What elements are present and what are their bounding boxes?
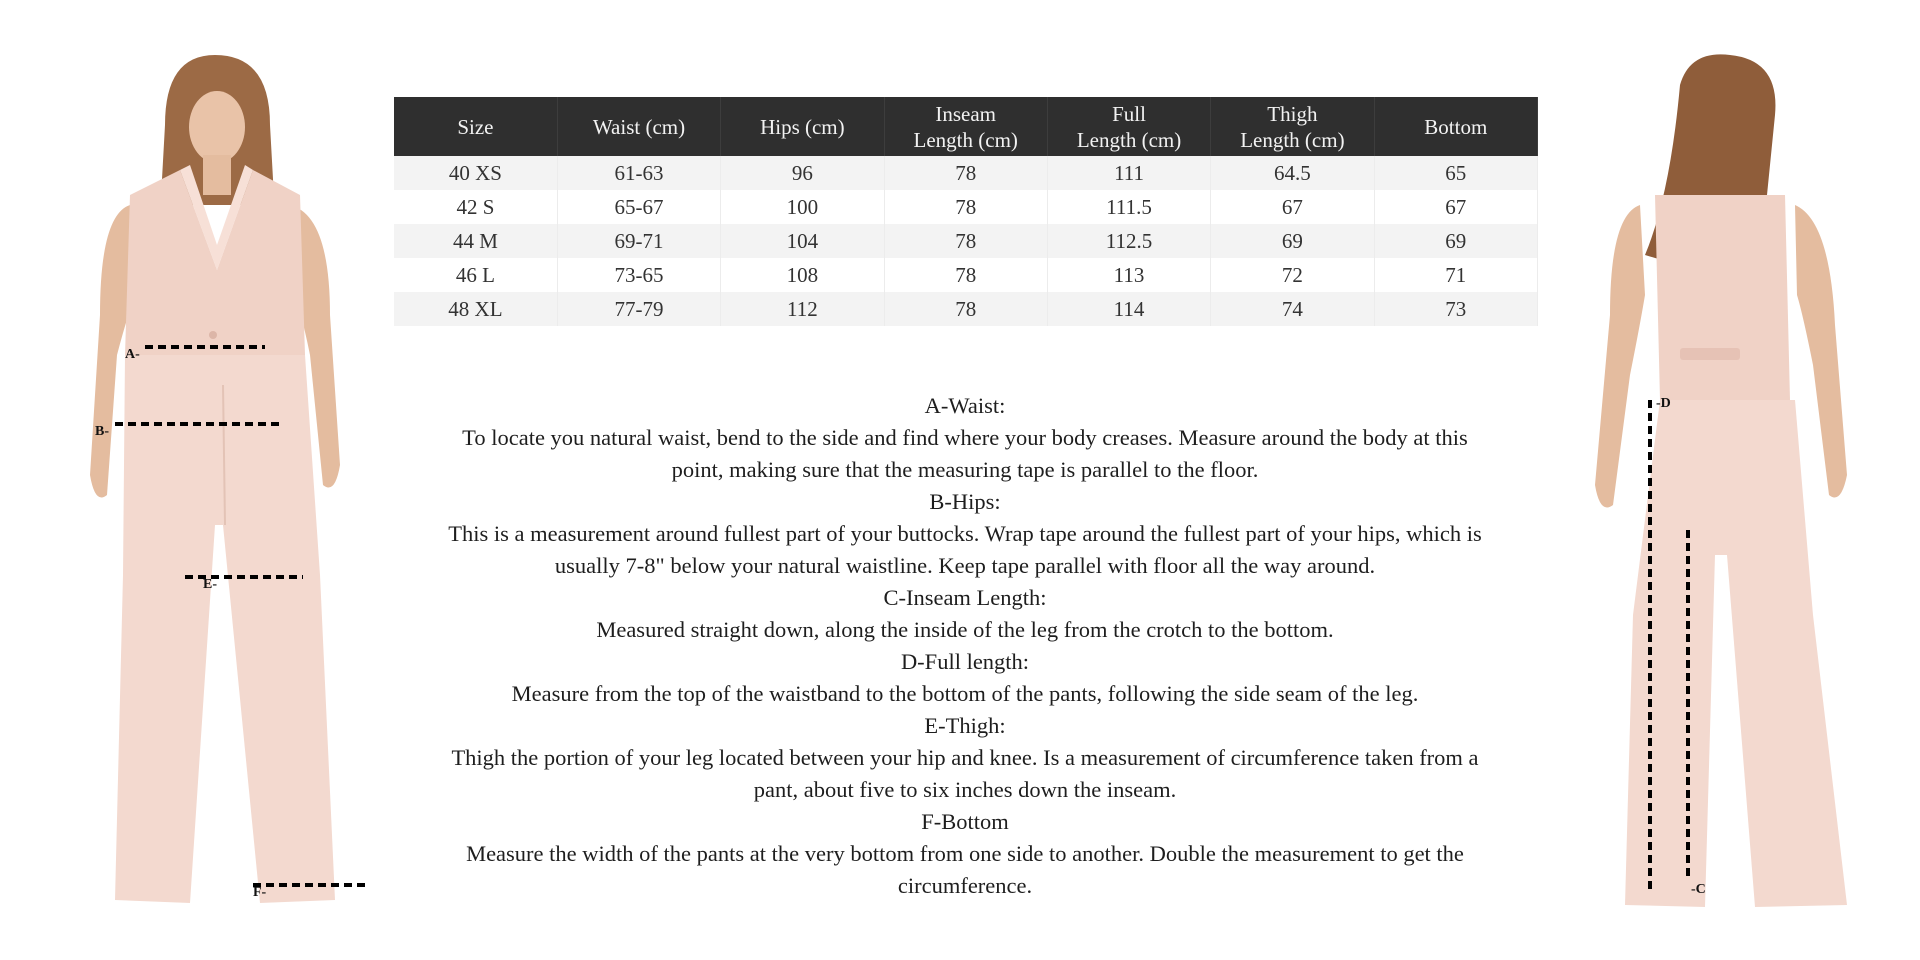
cell-size: 40 XS [394,156,557,190]
cell-full-length: 111.5 [1047,190,1210,224]
guide-inseam-title: C-Inseam Length: [883,585,1047,610]
cell-bottom: 71 [1374,258,1537,292]
table-row [394,292,1538,326]
back-view-figure [1585,55,1885,910]
guide-waist-text: To locate you natural waist, bend to the side and find where your body creases. Measure around the body at this point, making sure that the measuring tape is parallel to the floor. [462,425,1468,482]
header-size: Size [394,97,557,156]
guide-hips-text: This is a measurement around fullest part of your buttocks. Wrap tape around the fullest part of your hips, which is usually 7-8" below your natural waistline. Keep tape parallel with floor all the way around. [448,521,1482,578]
guide-bottom-text: Measure the width of the pants at the very bottom from one side to another. Double the measurement to get the circumference. [466,841,1464,898]
cell-waist: 69-71 [557,224,720,258]
label-c: -C [1691,882,1706,897]
cell-full-length: 111 [1047,156,1210,190]
cell-hips: 112 [721,292,884,326]
cell-inseam: 78 [884,258,1047,292]
face [189,91,245,163]
header-thigh: Thigh Length (cm) [1211,97,1374,156]
cell-bottom: 65 [1374,156,1537,190]
table-row [394,190,1538,224]
cell-full-length: 114 [1047,292,1210,326]
guide-bottom-title: F-Bottom [921,809,1009,834]
guide-full-text: Measure from the top of the waistband to the bottom of the pants, following the side seam of the leg. [511,681,1419,706]
front-view-illustration [95,55,395,910]
cell-bottom: 67 [1374,190,1537,224]
guide-thigh-title: E-Thigh: [924,713,1006,738]
cell-size: 44 M [394,224,557,258]
cell-full-length: 112.5 [1047,224,1210,258]
cell-thigh: 72 [1211,258,1374,292]
cell-inseam: 78 [884,292,1047,326]
cell-hips: 104 [721,224,884,258]
guide-hips-title: B-Hips: [929,489,1001,514]
neck [203,155,231,195]
cell-hips: 108 [721,258,884,292]
cell-size: 48 XL [394,292,557,326]
cell-full-length: 113 [1047,258,1210,292]
label-b: B- [95,424,109,439]
back-view-illustration [1585,55,1885,910]
header-bottom: Bottom [1374,97,1537,156]
pants [1625,400,1847,907]
label-a: A- [125,347,140,362]
guide-full-title: D-Full length: [900,649,1030,674]
left-arm [1595,205,1645,508]
cell-waist: 77-79 [557,292,720,326]
table-row [394,258,1538,292]
header-hips: Hips (cm) [721,97,884,156]
cell-thigh: 67 [1211,190,1374,224]
right-arm [1795,205,1847,498]
pants [115,355,335,903]
cell-thigh: 69 [1211,224,1374,258]
guide-waist-title: A-Waist: [924,393,1006,418]
label-e: E- [203,577,217,592]
vest [1655,195,1790,400]
measurement-guide [440,390,1490,902]
cell-size: 46 L [394,258,557,292]
label-f: F- [253,885,267,900]
front-view-figure [95,55,395,910]
header-full-length: Full Length (cm) [1047,97,1210,156]
table-row [394,224,1538,258]
cell-bottom: 69 [1374,224,1537,258]
cell-waist: 73-65 [557,258,720,292]
table-header-row [394,97,1538,156]
cell-inseam: 78 [884,156,1047,190]
cell-waist: 65-67 [557,190,720,224]
guide-thigh-text: Thigh the portion of your leg located between your hip and knee. Is a measurement of circumference taken from a pant, about five to six inches down the inseam. [451,745,1479,802]
guide-inseam-text: Measured straight down, along the inside of the leg from the crotch to the bottom. [596,617,1334,642]
cell-hips: 100 [721,190,884,224]
cell-hips: 96 [721,156,884,190]
cell-thigh: 74 [1211,292,1374,326]
table-row [394,156,1538,190]
cell-waist: 61-63 [557,156,720,190]
cell-thigh: 64.5 [1211,156,1374,190]
cell-size: 42 S [394,190,557,224]
cell-inseam: 78 [884,190,1047,224]
header-inseam: Inseam Length (cm) [884,97,1047,156]
cell-bottom: 73 [1374,292,1537,326]
cell-inseam: 78 [884,224,1047,258]
size-chart-table [394,97,1538,326]
label-d: -D [1656,396,1671,411]
header-waist: Waist (cm) [557,97,720,156]
